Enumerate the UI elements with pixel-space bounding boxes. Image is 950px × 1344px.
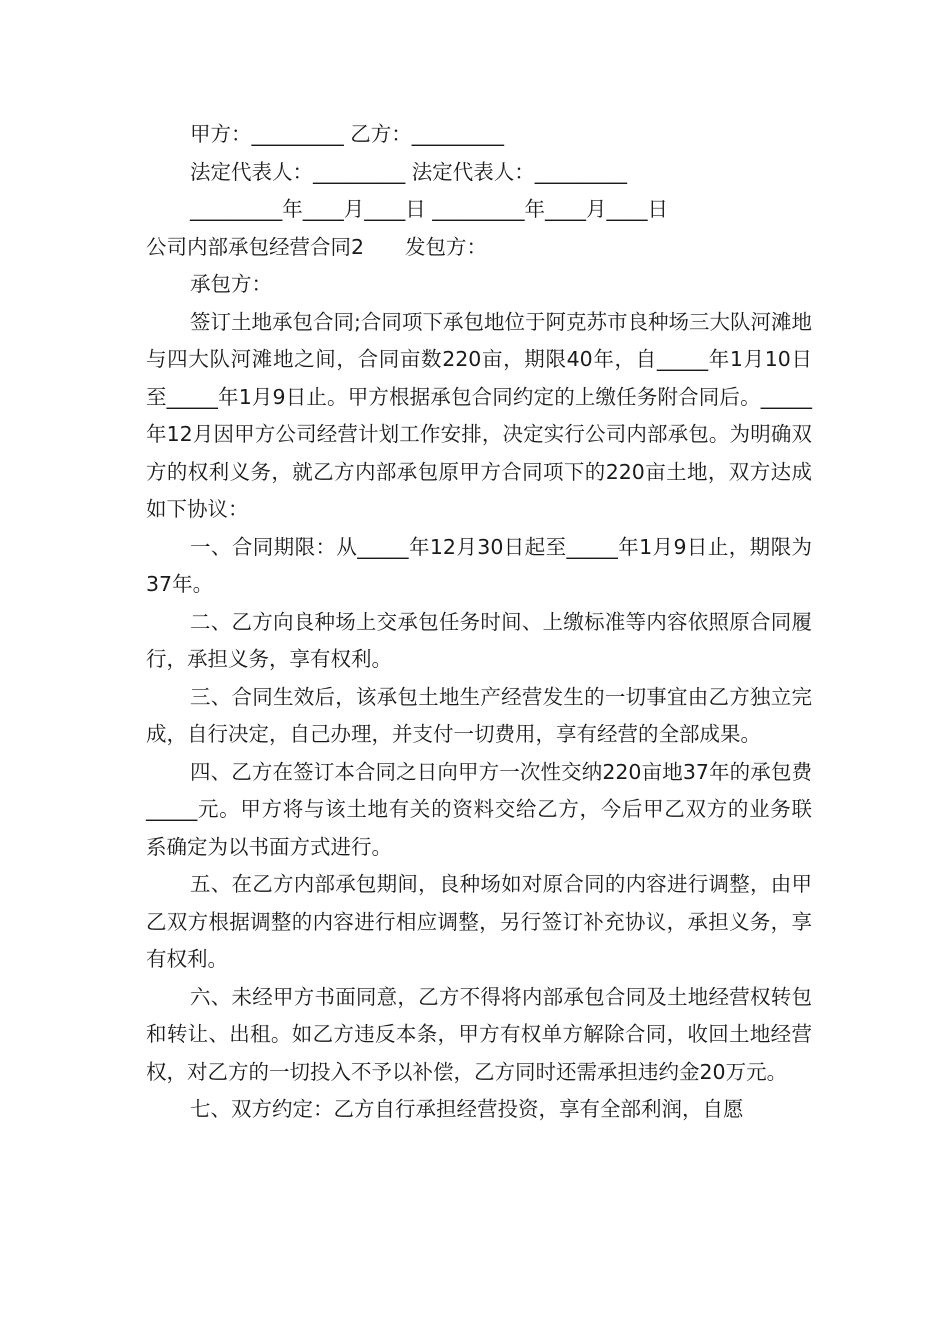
- contract-title-line: 公司内部承包经营合同2 发包方：: [146, 234, 488, 259]
- paragraph-clause-6: 六、未经甲方书面同意，乙方不得将内部承包合同及土地经营权转包和转让、出租。如乙方违反本条，甲方有权单方解除合同，收回土地经营权，对乙方的一切投入不予以补偿，乙方同时还需承担违约金20万元。: [146, 984, 812, 1084]
- paragraph-clause-5: 五、在乙方内部承包期间，良种场如对原合同的内容进行调整，由甲乙双方根据调整的内容进行相应调整，另行签订补充协议，承担义务，享有权利。: [146, 872, 812, 971]
- representatives-line: 法定代表人：_________ 法定代表人：_________: [190, 159, 628, 184]
- paragraph-clause-4: 四、乙方在签订本合同之日向甲方一次性交纳220亩地37年的承包费_____元。甲方将与该土地有关的资料交给乙方，今后甲乙双方的业务联系确定为以书面方式进行。: [146, 759, 812, 859]
- contractor-line: 承包方：: [190, 272, 272, 296]
- paragraph-clause-2: 二、乙方向良种场上交承包任务时间、上缴标准等内容依照原合同履行，承担义务，享有权利。: [146, 609, 812, 671]
- parties-line: 甲方：_________ 乙方：_________: [190, 122, 505, 146]
- document-page: [146, 116, 812, 1129]
- paragraph-clause-7: 七、双方约定：乙方自行承担经营投资，享有全部利润，自愿: [190, 1097, 744, 1121]
- paragraph-intro: 签订土地承包合同;合同项下承包地位于阿克苏市良种场三大队河滩地与四大队河滩地之间，合同亩数220亩，期限40年，自_____年1月10日至_____年1月9日止。甲方根据承包合同约定的上缴任务附合同后。_____年12月因甲方公司经营计划工作安排，决定实行公司内部承包。为明确双方的权利义务，就乙方内部承包原甲方合同项下的220亩土地，双方达成如下协议：: [146, 309, 812, 521]
- dates-line: _________年____月____日 _________年____月____日: [190, 197, 669, 221]
- paragraph-clause-3: 三、合同生效后，该承包土地生产经营发生的一切事宜由乙方独立完成，自行决定，自己办理，并支付一切费用，享有经营的全部成果。: [146, 684, 812, 746]
- paragraph-clause-1: 一、合同期限：从_____年12月30日起至_____年1月9日止，期限为37年。: [146, 534, 812, 596]
